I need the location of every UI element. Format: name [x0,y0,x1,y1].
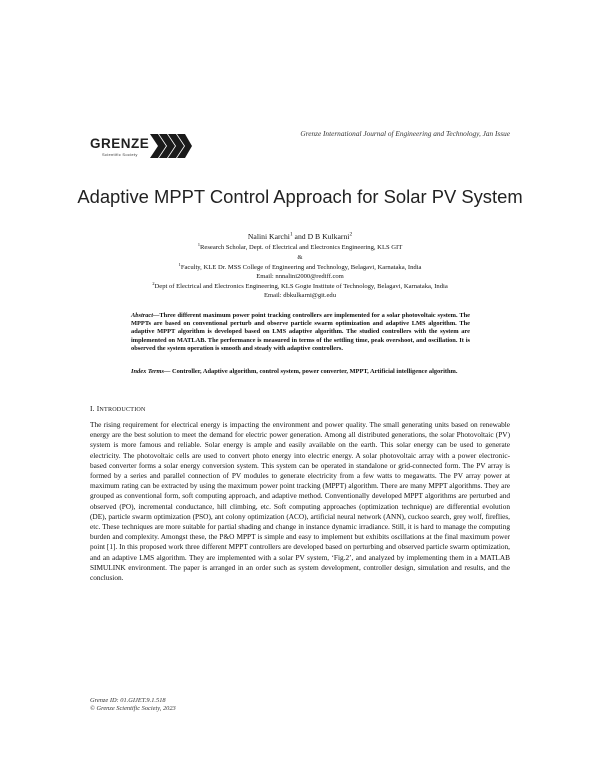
chevron-arrows-icon [150,132,192,160]
section-number: I. I [90,404,100,413]
affiliation-text: Faculty, KLE Dr. MSS College of Engineering and Technology, Belagavi, Karnataka, India [180,264,422,271]
affiliation-text: & [297,254,303,261]
author-superscript: 1 [289,231,293,238]
affiliation-text: Dept of Electrical and Electronics Engineering, KLS Gogte Institute of Technology, Belagavi, Karnataka, India [154,283,448,290]
affiliation-line [0,243,600,252]
email-text: Email: nnnalini2000@rediff.com [256,273,344,280]
affiliation-superscript: 1 [197,241,201,247]
abstract-text: Three different maximum power point tracking controllers are implemented for a solar photovoltaic system. The MPPTs are based on conventional perturb and observe particle swarm optimization and adaptive LMS algorithm. The adaptive MPPT algorithm is developed based on LMS adaptive algorithm. The studied controllers with the system are implemented on MATLAB. The performance is measured in terms of the settling time, peak overshoot, and oscillation. It is observed the system operation is smooth and steady with adaptive controllers. [131,312,470,352]
abstract-label: Abstract— [131,312,160,319]
index-terms [131,368,470,376]
affiliation-superscript: 1 [178,261,181,267]
section-title: NTRODUCTION [99,407,146,413]
author-name: D B Kulkarni [307,232,350,241]
affiliation-superscript: 2 [152,280,155,286]
author-superscript: 2 [349,231,353,238]
author-joiner: and [292,232,308,241]
author-line [0,232,600,241]
footer [90,697,176,713]
index-terms-text: Controller, Adaptive algorithm, control system, power converter, MPPT, Artificial intelligence algorithm. [170,368,458,375]
abstract [131,312,470,353]
paper-title: Adaptive MPPT Control Approach for Solar PV System [77,186,523,207]
affiliation-email [0,291,600,300]
affiliation-line [0,263,600,272]
affiliation-line [0,282,600,291]
logo-subtext: Scientific Society [102,152,138,157]
journal-name: Grenze International Journal of Engineering and Technology, Jan Issue [300,129,510,138]
affiliation-line [0,253,600,262]
copyright: © Grenze Scientific Society, 2023 [90,705,176,713]
section-heading [90,404,146,413]
grenze-id: Grenze ID: 01.GIJET.9.1.518 [90,697,166,704]
introduction-paragraph: The rising requirement for electrical energy is impacting the environment and power quality. The small generating units based on renewable energy are the best solution to meet the demand for electric power generation. Among all distributed generations, the solar Photovoltaic (PV) system is more famous and reliable. Solar energy is ample and easily available on the earth. This solar energy can be used to generate electricity. The photovoltaic cells are used to convert photo energy into electric energy. A solar photovoltaic array with a power electronic-based converter forms a solar energy conversion system. This system can be operated in standalone or grid-connected form. The PV array is formed by a series and parallel connection of PV modules to generate electricity from a few watts to megawatts. The PV array power at maximum rating can be extracted by using the maximum power point tracking (MPPT) algorithm. There are many MPPT algorithms. They are grouped as conventional form, soft computing approach, and adaptive method. Conventionally developed MPPT algorithms are perturbed and observed (PO), incremental conductance, hill climbing, etc. Soft computing approaches (optimization technique) are differential evolution (DE), particle swarm optimization (PSO), ant colony optimization (ACO), artificial neural network (ANN), cuckoo search, grey wolf, fireflies, etc. These techniques are more suitable for partial shading and change in instance dynamic irradiance. Still, it is hard to manage the computing burden and complexity. Amongst these, the P&O MPPT is simple and easy to implement but exhibits oscillations at the final maximum power point [1]. In this proposed work three different MPPT controllers are developed based on perturbing and observed particle swarm optimization, and an adaptive LMS algorithm. They are implemented with a solar PV system, ‘Fig.2’, and analyzed by implementing them in a MATLAB SIMULINK environment. The paper is arranged in an order such as system development, controller design, simulation and results, and the conclusion. [90,420,510,583]
grenze-logo [90,130,190,164]
index-terms-label: Index Terms— [131,368,171,375]
author-name: Nalini Karchi [247,232,290,241]
affiliation-text: Research Scholar, Dept. of Electrical and Electronics Engineering, KLS GIT [200,244,403,251]
affiliation-email [0,272,600,281]
email-text: Email: dbkulkarni@git.edu [264,292,336,299]
logo-text: GRENZE [90,136,150,151]
